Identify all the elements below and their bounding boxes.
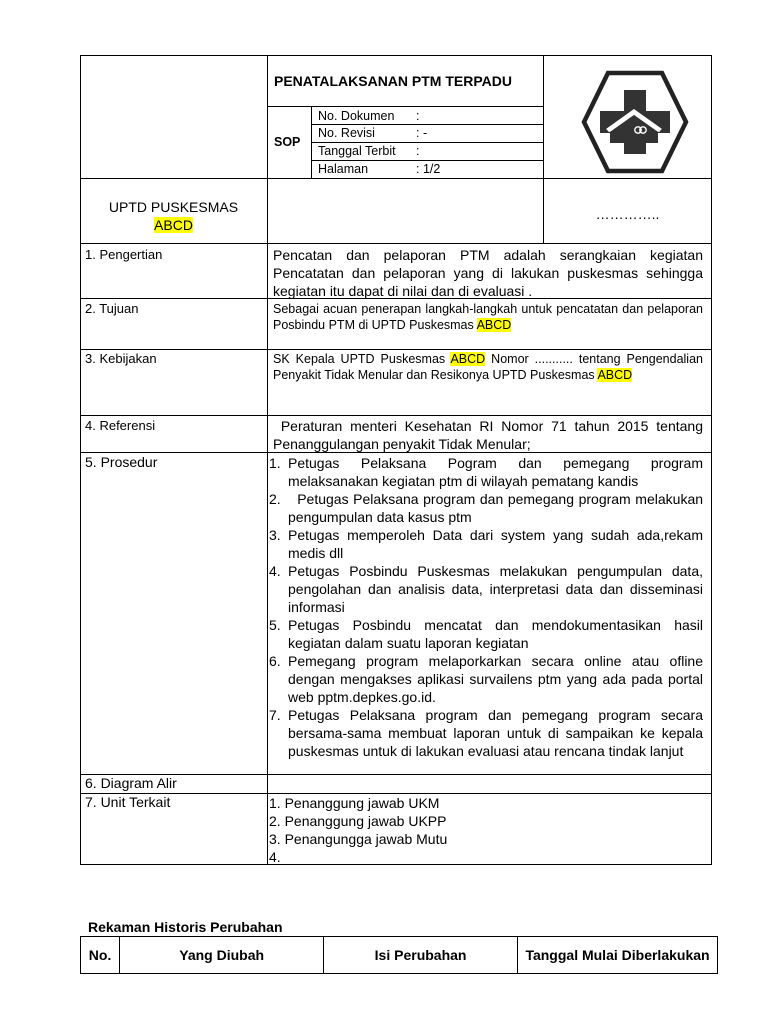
kebijakan-highlight-1: ABCD xyxy=(450,352,486,366)
section-text-pengertian: Pencatan dan pelaporan PTM adalah serangkaian kegiatan Pencatatan dan pelaporan yang di lakukan puskesmas sehingga kegiatan itu dapat di nilai dan di evaluasi . xyxy=(273,247,703,299)
procedure-step xyxy=(269,616,703,652)
organization-name xyxy=(80,198,267,234)
step-number: 5. xyxy=(269,617,281,633)
procedure-step xyxy=(269,526,703,562)
meta-label-tanggal: Tanggal Terbit xyxy=(318,144,396,158)
org-line-1: UPTD PUSKESMAS xyxy=(108,199,239,215)
step-text: Petugas memperoleh Data dari system yang sudah ada,rekam medis dll xyxy=(288,527,703,561)
meta-value-halaman: : 1/2 xyxy=(416,162,441,176)
step-text: Pemegang program melaporkarkan secara online atau ofline dengan mengakses aplikasi survailens ptm yang ada pada portal web pptm.depkes.go.id. xyxy=(288,653,703,705)
meta-label-halaman: Halaman xyxy=(318,162,369,176)
step-number: 2. xyxy=(269,491,281,507)
step-text: Petugas Pelaksana program dan pemegang program melakukan pengumpulan data kasus ptm xyxy=(288,491,707,525)
tujuan-highlight: ABCD xyxy=(476,318,512,332)
section-label-diagram: 6. Diagram Alir xyxy=(85,775,177,791)
meta-label-dokumen: No. Dokumen xyxy=(318,109,395,123)
history-title: Rekaman Historis Perubahan xyxy=(88,919,283,935)
step-number: 7. xyxy=(269,707,281,723)
section-label-tujuan: 2. Tujuan xyxy=(85,301,139,316)
sop-table xyxy=(80,55,712,865)
step-number: 1. xyxy=(269,455,281,471)
history-table xyxy=(80,936,718,974)
procedure-step xyxy=(269,490,707,526)
meta-value-revisi: : - xyxy=(416,126,428,140)
unit-item: 1. Penanggung jawab UKM xyxy=(269,795,440,811)
step-text: Petugas Posbindu Puskesmas melakukan pengumpulan data, pengolahan dan analisis data, interpretasi data dan disseminasi informasi xyxy=(288,563,703,615)
history-col-no: No. xyxy=(81,937,120,974)
step-text: Petugas Pelaksana program dan pemegang program secara bersama-sama membuat laporan untuk di sampaikan ke kepala puskesmas untuk di lakukan evaluasi atau rencana tindak lanjut xyxy=(288,707,703,759)
procedure-list xyxy=(269,454,707,760)
sop-label: SOP xyxy=(274,135,301,149)
section-label-kebijakan: 3. Kebijakan xyxy=(85,351,157,366)
kebijakan-text-a: SK Kepala UPTD Puskesmas xyxy=(273,352,446,366)
unit-item: 4. xyxy=(269,849,281,865)
procedure-step xyxy=(269,562,703,616)
step-text: Petugas Posbindu mencatat dan mendokumentasikan hasil kegiatan dalam suatu laporan kegiatan xyxy=(288,617,703,651)
section-text-referensi: Peraturan menteri Kesehatan RI Nomor 71 tahun 2015 tentang Penanggulangan penyakit Tidak Menular; xyxy=(273,418,707,452)
document-title: PENATALAKSANAN PTM TERPADU xyxy=(274,73,512,89)
step-number: 6. xyxy=(269,653,281,669)
section-label-referensi: 4. Referensi xyxy=(85,418,156,433)
section-label-unit: 7. Unit Terkait xyxy=(85,794,171,810)
kebijakan-highlight-2: ABCD xyxy=(597,368,633,382)
health-cross-logo-icon xyxy=(580,69,690,175)
step-number: 4. xyxy=(269,563,281,579)
meta-value-tanggal: : xyxy=(416,144,420,158)
section-label-prosedur: 5. Prosedur xyxy=(85,454,158,470)
org-line-2: ABCD xyxy=(154,217,193,233)
signature-dots: ………….. xyxy=(595,206,660,222)
unit-item: 2. Penanggung jawab UKPP xyxy=(269,813,447,829)
history-header-row xyxy=(81,937,718,974)
kebijakan-text-b: Nomor ........... tentang Pengendalian Penyakit Tidak Menular dan Resikonya UPTD Puskesmas xyxy=(273,352,703,382)
step-text: Petugas Pelaksana Pogram dan pemegang program melaksanakan kegiatan ptm di wilayah pematang kandis xyxy=(288,455,703,489)
history-col-content: Isi Perubahan xyxy=(324,937,518,974)
tujuan-text: Sebagai acuan penerapan langkah-langkah untuk pencatatan dan pelaporan Posbindu PTM di UPTD Puskesmas xyxy=(273,302,703,332)
procedure-step xyxy=(269,454,703,490)
unit-item: 3. Penangungga jawab Mutu xyxy=(269,831,448,847)
procedure-step xyxy=(269,652,703,706)
section-label-pengertian: 1. Pengertian xyxy=(85,247,163,262)
procedure-step xyxy=(269,706,703,760)
section-text-kebijakan xyxy=(273,351,703,383)
section-text-tujuan xyxy=(273,301,703,333)
history-col-changed: Yang Diubah xyxy=(120,937,324,974)
unit-list xyxy=(269,794,447,866)
step-number: 3. xyxy=(269,527,281,543)
history-col-date: Tanggal Mulai Diberlakukan xyxy=(518,937,718,974)
meta-value-dokumen: : xyxy=(416,109,420,123)
meta-label-revisi: No. Revisi xyxy=(318,126,375,140)
